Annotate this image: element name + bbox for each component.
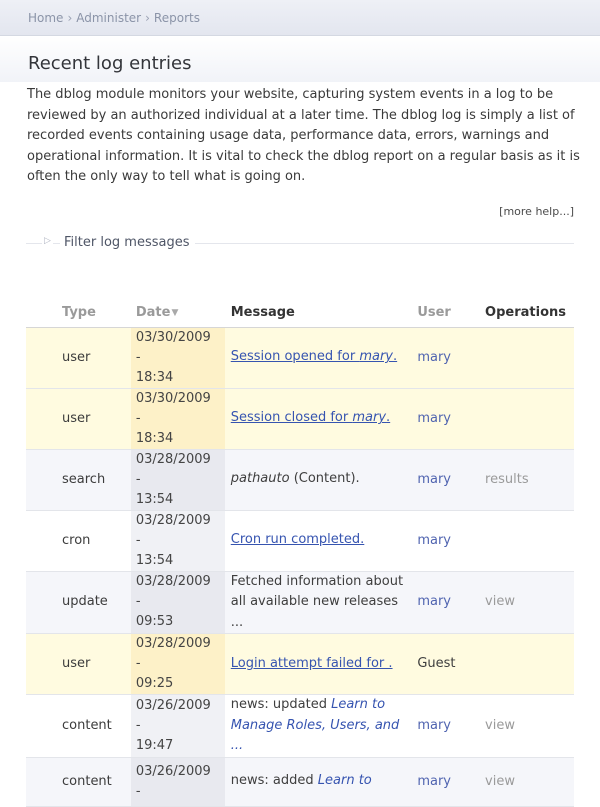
cell-operations: [485, 571, 574, 634]
message-part: news: updated: [230, 697, 332, 712]
cell-date: [131, 449, 225, 510]
breadcrumb-home-link[interactable]: Home: [28, 11, 64, 25]
date-line: 03/26/2009 -: [135, 763, 211, 799]
cell-user: [417, 388, 485, 449]
table-row: [26, 695, 574, 758]
message-emphasis: Learn to: [317, 773, 372, 789]
message-part: Cron run completed.: [230, 532, 365, 548]
time-line: 18:34: [135, 430, 174, 446]
cell-user: [417, 510, 485, 571]
cell-operations: [485, 695, 574, 758]
message-emphasis: Learn to Manage Roles, Users, and ...: [230, 697, 400, 753]
column-header-message: [225, 298, 418, 327]
column-header-operations: [485, 298, 574, 327]
table-row: [26, 327, 574, 388]
log-table-body: [26, 327, 574, 806]
message-link[interactable]: [231, 349, 397, 364]
operation-link-view[interactable]: view: [485, 717, 515, 733]
message-part: Session closed for: [230, 410, 353, 426]
cell-user: [417, 695, 485, 758]
user-link[interactable]: mary: [417, 773, 451, 789]
breadcrumb-separator: ›: [67, 11, 73, 25]
column-header-label[interactable]: User: [417, 304, 451, 320]
cell-date: [131, 510, 225, 571]
cell-operations: [485, 327, 574, 388]
cell-type: update: [26, 571, 131, 634]
cell-user: [417, 634, 485, 695]
cell-type: user: [26, 388, 131, 449]
message-part: Fetched information about all available new releases ...: [230, 573, 404, 630]
top-bar: [0, 0, 600, 36]
breadcrumb: [28, 11, 200, 25]
message-part: Session opened for: [230, 349, 360, 365]
cell-message: [225, 388, 418, 449]
message-part: Login attempt failed for .: [230, 655, 393, 671]
cell-operations: [485, 510, 574, 571]
page-title: Recent log entries: [28, 53, 192, 74]
user-link[interactable]: mary: [417, 594, 451, 610]
operation-link-view[interactable]: view: [485, 594, 515, 610]
more-help-link[interactable]: [more help...]: [499, 205, 574, 218]
cell-date: [131, 695, 225, 758]
user-link[interactable]: mary: [417, 349, 451, 365]
date-line: 03/28/2009 -: [135, 512, 211, 548]
message-part: .: [386, 410, 391, 426]
cell-date: [131, 327, 225, 388]
user-link[interactable]: mary: [417, 532, 451, 548]
message-text: [231, 773, 372, 788]
column-header-user[interactable]: [417, 298, 485, 327]
breadcrumb-administer-link[interactable]: Administer: [76, 11, 142, 25]
cell-user: [417, 449, 485, 510]
cell-user: [417, 757, 485, 806]
column-header-label: Operations: [485, 304, 566, 320]
cell-message: [225, 695, 418, 758]
message-link[interactable]: [231, 410, 390, 425]
cell-date: [131, 388, 225, 449]
cell-user: [417, 327, 485, 388]
cell-operations: [485, 449, 574, 510]
cell-type: user: [26, 634, 131, 695]
time-line: 19:47: [135, 737, 174, 753]
cell-type: content: [26, 695, 131, 758]
cell-date: [131, 634, 225, 695]
table-row: [26, 449, 574, 510]
table-row: [26, 571, 574, 634]
cell-user: [417, 571, 485, 634]
message-part: .: [393, 349, 398, 365]
cell-message: [225, 571, 418, 634]
date-line: 03/28/2009 -: [135, 451, 211, 487]
message-emphasis: mary: [359, 349, 393, 365]
column-header-label: Message: [230, 304, 295, 320]
column-header-date[interactable]: [131, 298, 225, 327]
collapsed-triangle-icon[interactable]: ▷: [44, 236, 51, 246]
operation-link-results[interactable]: results: [485, 471, 529, 487]
user-link[interactable]: mary: [417, 471, 451, 487]
column-header-type[interactable]: [26, 298, 131, 327]
message-part: news: added: [230, 773, 318, 789]
cell-type: search: [26, 449, 131, 510]
cell-operations: [485, 757, 574, 806]
date-line: 03/30/2009 -: [135, 329, 211, 365]
log-table: [26, 298, 574, 807]
filter-fieldset[interactable]: [26, 232, 574, 254]
message-link[interactable]: [231, 532, 365, 547]
breadcrumb-separator: ›: [145, 11, 150, 25]
table-row: [26, 757, 574, 806]
sort-descending-icon[interactable]: ▼: [171, 307, 179, 318]
cell-type: content: [26, 757, 131, 806]
message-emphasis: pathauto: [230, 471, 290, 487]
operation-link-view[interactable]: view: [485, 773, 515, 789]
cell-date: [131, 571, 225, 634]
cell-type: user: [26, 327, 131, 388]
time-line: 09:25: [135, 676, 174, 691]
date-line: 03/30/2009 -: [135, 390, 211, 426]
cell-message: [225, 634, 418, 695]
column-header-label[interactable]: Date: [135, 304, 171, 320]
cell-operations: [485, 634, 574, 695]
time-line: 18:34: [135, 369, 174, 385]
column-header-label[interactable]: Type: [62, 304, 96, 320]
cell-message: [225, 510, 418, 571]
cell-type: cron: [26, 510, 131, 571]
message-link[interactable]: [231, 656, 393, 671]
cell-message: [225, 327, 418, 388]
message-text: [231, 574, 403, 630]
time-line: 09:53: [135, 614, 174, 630]
user-link[interactable]: mary: [417, 410, 451, 426]
time-line: 13:54: [135, 491, 174, 507]
date-line: 03/26/2009 -: [135, 697, 211, 733]
cell-message: [225, 757, 418, 806]
cell-date: [131, 757, 225, 806]
intro-text: The dblog module monitors your website, capturing system events in a log to be reviewed by an authorized individual at a later time. The dblog log is simply a list of recorded events containing usage data, performance data, errors, warnings and operational information. It is vital to check the dblog report on a regular basis as it is often the only way to tell what is going on.: [27, 87, 580, 184]
table-row: [26, 388, 574, 449]
cell-message: [225, 449, 418, 510]
date-line: 03/28/2009 -: [135, 636, 211, 671]
table-header-row: [26, 298, 574, 327]
message-text: [231, 471, 360, 486]
time-line: 13:54: [135, 552, 174, 568]
cell-operations: [485, 388, 574, 449]
message-text: [231, 697, 400, 753]
table-row: [26, 510, 574, 571]
filter-legend[interactable]: Filter log messages: [60, 235, 195, 250]
message-emphasis: mary: [352, 410, 387, 426]
user-link[interactable]: mary: [417, 717, 451, 733]
message-part: (Content).: [289, 471, 360, 487]
more-help: [499, 205, 574, 218]
table-row: [26, 634, 574, 695]
date-line: 03/28/2009 -: [135, 574, 211, 610]
user-name: Guest: [417, 656, 456, 671]
breadcrumb-reports-link[interactable]: Reports: [153, 11, 200, 25]
